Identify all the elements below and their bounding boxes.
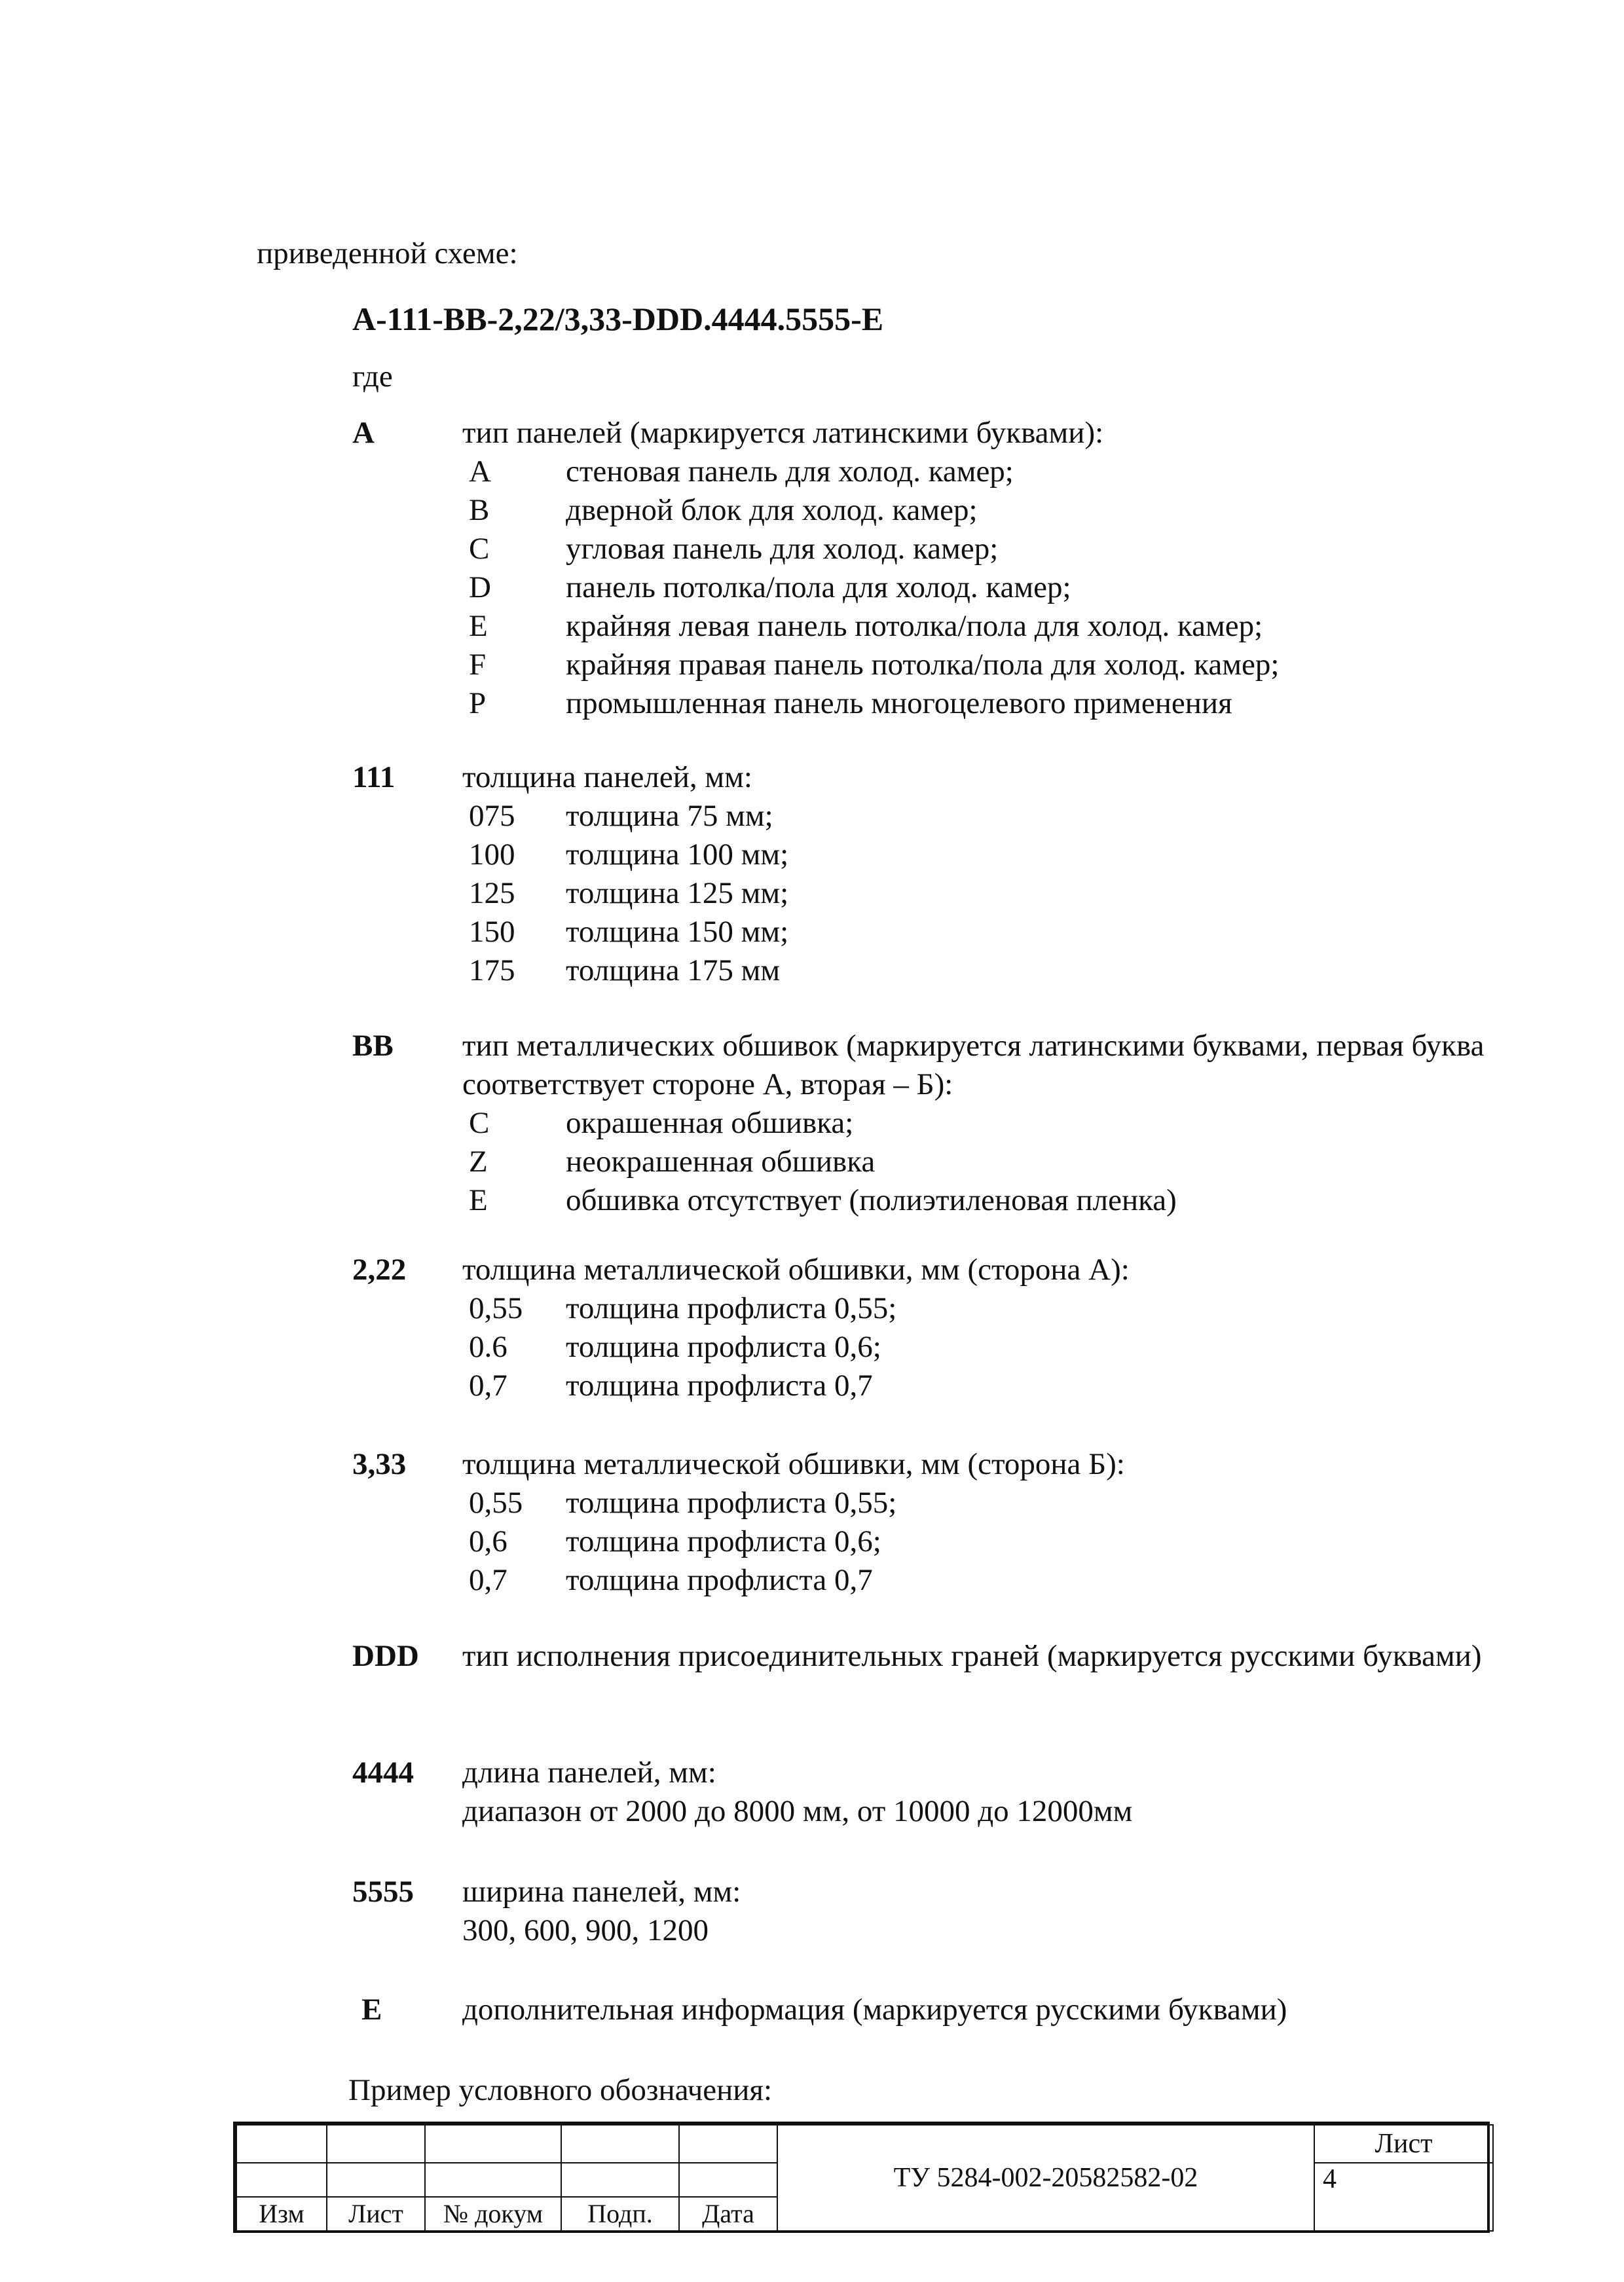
option-code: C	[469, 532, 490, 566]
option-code: 0,55	[469, 1291, 523, 1325]
stamp-cell	[561, 2125, 679, 2163]
section-heading: толщина металлической обшивки, мм (сторона Б):	[462, 1447, 1125, 1481]
option-code: 0,55	[469, 1486, 523, 1520]
sheet-label: Лист	[1314, 2125, 1493, 2163]
example-label: Пример условного обозначения:	[348, 2073, 773, 2107]
stamp-cell	[236, 2163, 327, 2197]
title-block-stamp	[233, 2122, 1490, 2233]
option-code: 0,7	[469, 1369, 507, 1403]
option-text: толщина 75 мм;	[566, 799, 773, 833]
stamp-label-doc-no: № докум	[425, 2197, 561, 2231]
option-code: Z	[469, 1145, 488, 1179]
section-heading: тип панелей (маркируется латинскими буквами):	[462, 416, 1104, 450]
section-heading: толщина панелей, мм:	[462, 760, 752, 794]
option-text: толщина профлиста 0,55;	[566, 1291, 897, 1325]
section-heading	[462, 1873, 1523, 1950]
sheet-number: 4	[1314, 2163, 1493, 2231]
option-text: угловая панель для холод. камер;	[566, 532, 999, 566]
option-code: C	[469, 1106, 490, 1140]
option-text: толщина профлиста 0,6;	[566, 1524, 881, 1558]
option-text: обшивка отсутствует (полиэтиленовая пленка)	[566, 1183, 1177, 1217]
section-detail: 300, 600, 900, 1200	[462, 1913, 709, 1947]
option-code: 175	[469, 953, 515, 987]
option-text: промышленная панель многоцелевого применения	[566, 686, 1232, 720]
stamp-label-date: Дата	[679, 2197, 777, 2231]
stamp-cell	[327, 2163, 425, 2197]
intro-text: приведенной схеме:	[257, 236, 518, 270]
option-text: толщина профлиста 0,7	[566, 1563, 873, 1597]
option-text: неокрашенная обшивка	[566, 1145, 876, 1179]
option-text: стеновая панель для холод. камер;	[566, 454, 1014, 488]
option-code: A	[469, 454, 491, 488]
option-text: толщина 175 мм	[566, 953, 781, 987]
option-code: 0,7	[469, 1563, 507, 1597]
option-text: окрашенная обшивка;	[566, 1106, 854, 1140]
section-code: 2,22	[352, 1253, 407, 1287]
option-text: панель потолка/пола для холод. камер;	[566, 570, 1071, 604]
option-text: толщина профлиста 0,55;	[566, 1486, 897, 1520]
option-code: B	[469, 493, 490, 527]
section-code: 5555	[352, 1875, 414, 1909]
section-heading-text: длина панелей, мм:	[462, 1756, 716, 1790]
section-code: 111	[352, 760, 396, 794]
where-label: где	[352, 359, 393, 394]
option-text: толщина профлиста 0,6;	[566, 1330, 881, 1364]
stamp-cell	[679, 2163, 777, 2197]
option-text: толщина профлиста 0,7	[566, 1369, 873, 1403]
section-code: A	[352, 416, 375, 450]
option-code: 075	[469, 799, 515, 833]
option-code: E	[469, 609, 488, 643]
section-code: 3,33	[352, 1447, 407, 1481]
section-detail: диапазон от 2000 до 8000 мм, от 10000 до 12000мм	[462, 1794, 1133, 1828]
option-code: 0,6	[469, 1524, 507, 1558]
section-heading: тип металлических обшивок (маркируется латинскими буквами, первая буква соответствует стороне А, вторая – Б):	[462, 1029, 1485, 1101]
stamp-cell	[425, 2125, 561, 2163]
option-text: толщина 100 мм;	[566, 837, 789, 872]
option-text: крайняя правая панель потолка/пола для холод. камер;	[566, 648, 1280, 682]
section-code: BB	[352, 1029, 394, 1063]
stamp-cell	[425, 2163, 561, 2197]
option-text: толщина 150 мм;	[566, 915, 789, 949]
document-number: ТУ 5284-002-20582582-02	[777, 2125, 1314, 2231]
section-code: DDD	[352, 1639, 419, 1673]
stamp-cell	[679, 2125, 777, 2163]
stamp-label-change: Изм	[236, 2197, 327, 2231]
option-code: 150	[469, 915, 515, 949]
option-code: P	[469, 686, 487, 720]
option-text: крайняя левая панель потолка/пола для холод. камер;	[566, 609, 1263, 643]
section-code: E	[361, 1993, 382, 2027]
option-code: E	[469, 1183, 488, 1217]
option-code: 100	[469, 837, 515, 872]
section-code: 4444	[352, 1756, 414, 1790]
section-heading: толщина металлической обшивки, мм (сторона А):	[462, 1253, 1130, 1287]
option-text: дверной блок для холод. камер;	[566, 493, 978, 527]
option-code: 0.6	[469, 1330, 507, 1364]
option-text: толщина 125 мм;	[566, 876, 789, 910]
stamp-label-signature: Подп.	[561, 2197, 679, 2231]
section-heading-text: ширина панелей, мм:	[462, 1875, 741, 1909]
option-code: D	[469, 570, 491, 604]
section-heading	[462, 1754, 1523, 1831]
stamp-cell	[561, 2163, 679, 2197]
option-code: 125	[469, 876, 515, 910]
designation-formula: A-111-BB-2,22/3,33-DDD.4444.5555-E	[352, 301, 884, 337]
stamp-label-sheet: Лист	[327, 2197, 425, 2231]
section-heading: дополнительная информация (маркируется русскими буквами)	[462, 1993, 1287, 2027]
stamp-cell	[236, 2125, 327, 2163]
option-code: F	[469, 648, 487, 682]
section-heading: тип исполнения присоединительных граней (маркируется русскими буквами)	[462, 1639, 1482, 1673]
stamp-cell	[327, 2125, 425, 2163]
